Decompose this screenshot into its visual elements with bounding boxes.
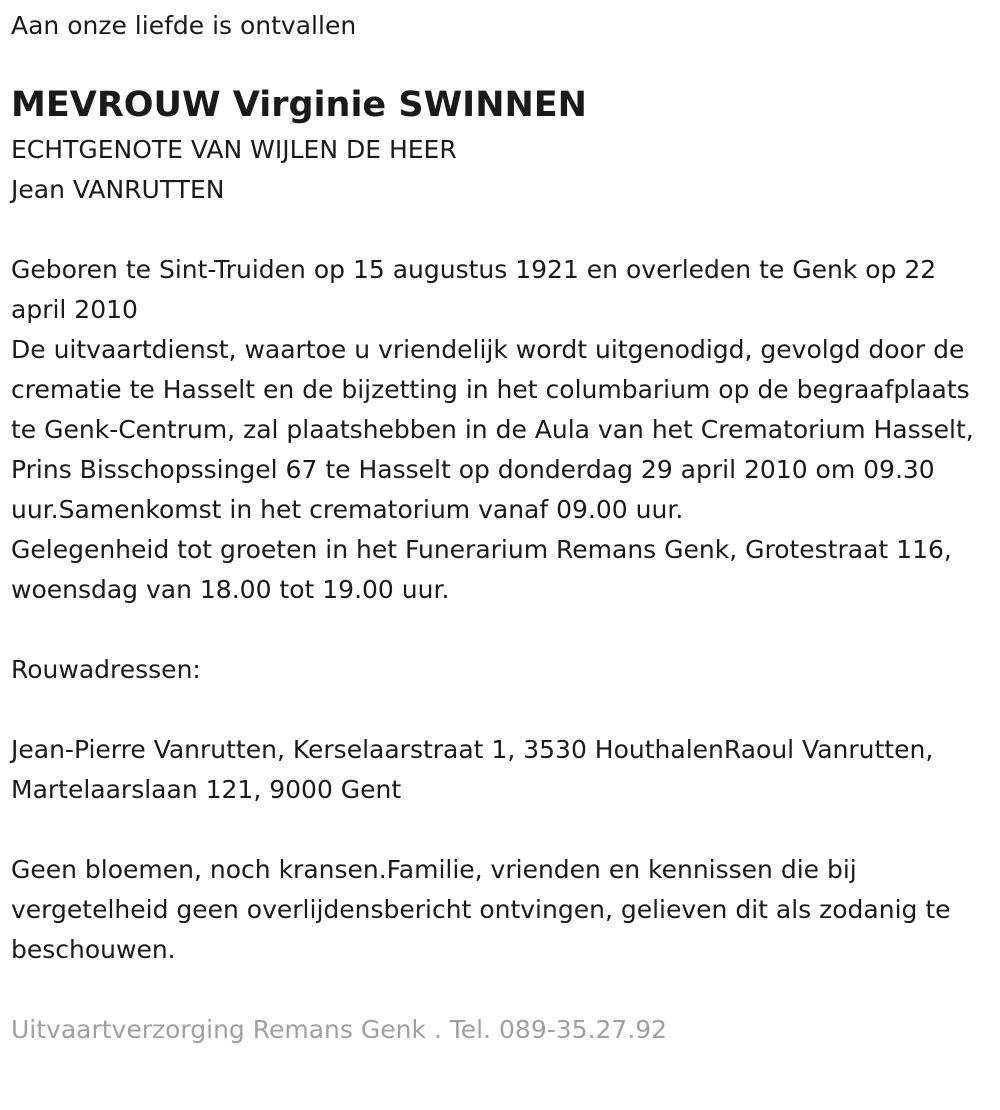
addresses-text: Jean-Pierre Vanrutten, Kerselaarstraat 1, 3530 HouthalenRaoul Vanrutten, Martelaarslaan 121, 9000 Gent xyxy=(11,735,934,804)
spouse-line-1: ECHTGENOTE VAN WIJLEN DE HEER xyxy=(11,135,457,164)
visitation-text: Gelegenheid tot groeten in het Funerarium Remans Genk, Grotestraat 116, woensdag van 18.00 tot 19.00 uur. xyxy=(11,535,952,604)
spacer xyxy=(11,690,990,730)
funeral-home-footer: Uitvaartverzorging Remans Genk . Tel. 089-35.27.92 xyxy=(11,1015,668,1044)
intro-text: Aan onze liefde is ontvallen xyxy=(11,11,357,40)
birth-death-text: Geboren te Sint-Truiden op 15 augustus 1921 en overleden te Genk op 22 april 2010 xyxy=(11,255,937,324)
spacer xyxy=(11,210,990,250)
closing-text: Geen bloemen, noch kransen.Familie, vrienden en kennissen die bij vergetelheid geen overlijdensbericht ontvingen, gelieven dit als zodanig te beschouwen. xyxy=(11,855,951,964)
ceremony-text: De uitvaartdienst, waartoe u vriendelijk wordt uitgenodigd, gevolgd door de crematie te Hasselt en de bijzetting in het columbarium op de begraafplaats te Genk-Centrum, zal plaatshebben in de Aula van het Crematorium Hasselt, Prins Bisschopssingel 67 te Hasselt op donderdag 29 april 2010 om 09.30 uur.Samenkomst in het crematorium vanaf 09.00 uur. xyxy=(11,335,974,524)
spacer xyxy=(11,810,990,850)
spacer xyxy=(11,970,990,1010)
spacer xyxy=(11,610,990,650)
spouse-line-2: Jean VANRUTTEN xyxy=(11,175,225,204)
addresses-heading: Rouwadressen: xyxy=(11,655,201,684)
deceased-name: MEVROUW Virginie SWINNEN xyxy=(11,85,587,125)
